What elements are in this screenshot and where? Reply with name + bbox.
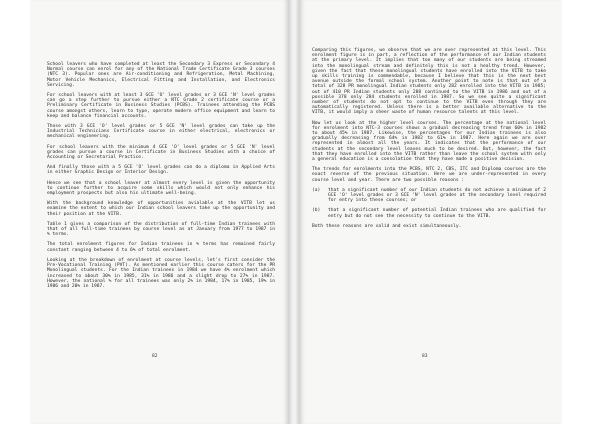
right-page-body — [312, 48, 546, 234]
page-number: 83 — [422, 354, 428, 359]
paragraph: With the background knowledge of opportunities avialable at the VITB let us examine the extent to which our Indian school leavers take up the opportunity and their position at the VITB. — [47, 201, 275, 217]
paragraph: School leavers who have completed at least the Secondary 3 Express or Secondary 4 Normal course can enrol for any of the National Trade Certificate Grade 3 courses (NTC 3). Popular ones are Air-conditioning and Refrigeration, Metal Machining, Motor Vehicle Mechanics, Electrical Fitting and Installation, and Electronics Servicing. — [47, 62, 275, 88]
page-number: 82 — [152, 354, 158, 359]
list-text: that a significant number of our Indian students do not achieve a minimum of 2 GCE 'O' level grades or 3 GCE 'N' level grades at the secondary level required for entry into these courses; or — [328, 187, 546, 204]
book-gutter — [288, 0, 300, 424]
closing-paragraph: Both these reasons are valid and exist simultaneously. — [312, 223, 462, 229]
list-text: that a significant number of potential Indian trainees who are qualified for entry but do not see the necessity to continue to the VITB. — [328, 208, 546, 219]
paragraph: Hence we see that a school leaver at almost every level is given the opportunity to continue further to acquire some skills which would not only enhance his employment prospects but also his ultimate well-being. — [47, 180, 275, 197]
right-page — [300, 0, 562, 424]
paragraph: The trends for enrolments into the PCBS, NTC 2, CBS, ITC and Diploma courses are the exact reverse of the previous situation. Here we are under-represented in every course level and year. There are two possible reasons : — [312, 167, 546, 183]
left-page — [30, 0, 288, 424]
list-item — [312, 208, 546, 218]
paragraph: Looking at the breakdown of enrolment at course levels, let's first consider the Pre-Vocational Training (PVT). As mentioned earlier this course caters for the PR Monolingual students. For the Indian trainees in 1984 we have 4% enrolment which increased to about 30% in 1985, 31% in 1986 and a slight drop to 27% in 1987. However, the national % for all trainees was only 2% in 1984, 17% in 1985, 19% in 1986 and 20% in 1987. — [47, 257, 275, 289]
list-marker: (a) — [312, 187, 321, 193]
paragraph: Those with 3 GCE 'O' level grades or 5 GCE 'N' level grades can take up the Industrial Technicians Certificate course in either electrical, electronics or mechanical engineering. — [47, 124, 275, 140]
paragraph: Now let us look at the higher level courses. The percentage at the national level for enrolment into NTC-3 courses shows a gradual decreasing trend from 60% in 1982 to about 45% in 1987. Likewise, the percentages for our Indian trainees is also gradually decreasing from 64% in 1982 to 61% in 1987. Here again we are over represented in almost all the years. It indicates that the performance of our students at the secondary level leaves much to be desired. But, however, the fact that they have enrolled into the VITB rather than leave the school system with only a general education is a consolation that they have made a positive decision. — [312, 120, 546, 163]
paragraph: Table 1 gives a comparison of the distribution of full-time Indian trainees with that of all full-time trainees by course level as at January from 1977 to 1987 in % terms. — [47, 221, 275, 238]
left-page-body — [47, 62, 275, 294]
paragraph: For school leavers with the minimum 4 GCE 'O' level grades or 5 GCE 'N' level grades can pursue a course in Certificate in Business Studies with a choice of Accounting or Secretarial Practice. — [47, 144, 275, 161]
paragraph: For school leavers with at least 3 GCE 'O' level grades or 3 GCE 'N' level grades can go a step further to pursue either a NTC Grade 2 certificate course or a Preliminary Certificate in Business Studies (PCBS). Trainees attending the PCBS course amongst others, learn to type, operate modern office equipment and learn to keep and balance financial accounts. — [47, 93, 275, 119]
paragraph: The total enrolment figures for Indian trainees in % terms has remained fairly constant ranging between 4 to 6% of total enrolment. — [47, 242, 275, 253]
paragraph: And finally those with a 5 GCE 'O' level grades can do a diploma in Applied Arts in either Graphic Design or Interior Design. — [47, 165, 275, 176]
list-marker: (b) — [312, 208, 321, 214]
paragraph: Comparing this figures, we observe that we are over represented at this level. This enrolment figure is in part, a reflection of the performance of our Indian students at the primary level. It implies that too many of our students are being streamed into the monolingual stream and definitely this is not a healthy trend. However, given the fact that these monolingual students have enrolled into the VITB to take up skills training is commendable, because I believe that this is the next best avenue outside the formal school system. Another point to note is that out of a total of 328 PR monolingual Indian students only 282 enrolled into the VITB in 1985; out of 410 PR Indian students only 288 continued to the VITB in 1986 and out of a possible 378 only 284 students enrolled in 1987. So we see quite a significant number of students do not opt to continue to the VITB even through they are automatically registered. Unless there is a better available alternative to the VITB, it would imply a sheer waste of human resource talents at this level. — [312, 48, 546, 116]
list-item — [312, 188, 546, 204]
